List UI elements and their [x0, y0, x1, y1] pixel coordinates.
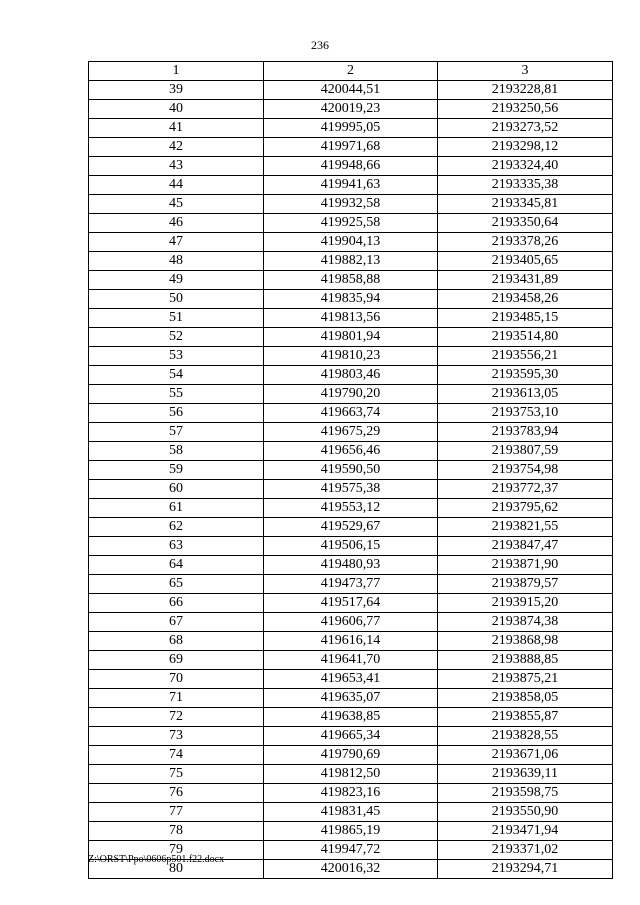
y-coordinate-cell: 2193874,38: [438, 613, 613, 632]
point-number-cell: 49: [89, 271, 264, 290]
point-number-cell: 47: [89, 233, 264, 252]
x-coordinate-cell: 419925,58: [264, 214, 438, 233]
x-coordinate-cell: 419810,23: [264, 347, 438, 366]
x-coordinate-cell: 420019,23: [264, 100, 438, 119]
x-coordinate-cell: 419831,45: [264, 803, 438, 822]
x-coordinate-cell: 419553,12: [264, 499, 438, 518]
y-coordinate-cell: 2193371,02: [438, 841, 613, 860]
x-coordinate-cell: 419675,29: [264, 423, 438, 442]
point-number-cell: 50: [89, 290, 264, 309]
y-coordinate-cell: 2193828,55: [438, 727, 613, 746]
point-number-cell: 76: [89, 784, 264, 803]
table-row: [89, 594, 613, 613]
y-coordinate-cell: 2193556,21: [438, 347, 613, 366]
x-coordinate-cell: 419858,88: [264, 271, 438, 290]
x-coordinate-cell: 419882,13: [264, 252, 438, 271]
point-number-cell: 57: [89, 423, 264, 442]
table-row: [89, 271, 613, 290]
point-number-cell: 66: [89, 594, 264, 613]
x-coordinate-cell: 419656,46: [264, 442, 438, 461]
table-row: [89, 328, 613, 347]
x-coordinate-cell: 419575,38: [264, 480, 438, 499]
x-coordinate-cell: 420016,32: [264, 860, 438, 879]
x-coordinate-cell: 419473,77: [264, 575, 438, 594]
table-row: [89, 784, 613, 803]
footer-file-path: Z:\ORST\Ppo\0606p501.f22.docx: [88, 854, 225, 865]
point-number-cell: 45: [89, 195, 264, 214]
point-number-cell: 77: [89, 803, 264, 822]
table-row: [89, 822, 613, 841]
x-coordinate-cell: 419529,67: [264, 518, 438, 537]
point-number-cell: 56: [89, 404, 264, 423]
x-coordinate-cell: 419813,56: [264, 309, 438, 328]
table-row: [89, 480, 613, 499]
y-coordinate-cell: 2193795,62: [438, 499, 613, 518]
x-coordinate-cell: 419641,70: [264, 651, 438, 670]
x-coordinate-cell: 419995,05: [264, 119, 438, 138]
y-coordinate-cell: 2193335,38: [438, 176, 613, 195]
table-row: [89, 347, 613, 366]
table-row: [89, 309, 613, 328]
y-coordinate-cell: 2193888,85: [438, 651, 613, 670]
y-coordinate-cell: 2193595,30: [438, 366, 613, 385]
x-coordinate-cell: 419653,41: [264, 670, 438, 689]
table-row: [89, 746, 613, 765]
x-coordinate-cell: 420044,51: [264, 81, 438, 100]
table-row: [89, 499, 613, 518]
table-row: [89, 442, 613, 461]
page-number: 236: [311, 38, 329, 52]
table-row: [89, 537, 613, 556]
table-row: [89, 138, 613, 157]
table-row: [89, 518, 613, 537]
y-coordinate-cell: 2193294,71: [438, 860, 613, 879]
x-coordinate-cell: 419904,13: [264, 233, 438, 252]
point-number-cell: 59: [89, 461, 264, 480]
x-coordinate-cell: 419663,74: [264, 404, 438, 423]
x-coordinate-cell: 419823,16: [264, 784, 438, 803]
point-number-cell: 72: [89, 708, 264, 727]
y-coordinate-cell: 2193783,94: [438, 423, 613, 442]
y-coordinate-cell: 2193598,75: [438, 784, 613, 803]
y-coordinate-cell: 2193847,47: [438, 537, 613, 556]
table-row: [89, 613, 613, 632]
point-number-cell: 68: [89, 632, 264, 651]
x-coordinate-cell: 419803,46: [264, 366, 438, 385]
y-coordinate-cell: 2193324,40: [438, 157, 613, 176]
y-coordinate-cell: 2193514,80: [438, 328, 613, 347]
point-number-cell: 61: [89, 499, 264, 518]
table-row: [89, 81, 613, 100]
y-coordinate-cell: 2193378,26: [438, 233, 613, 252]
point-number-cell: 80: [89, 860, 264, 879]
y-coordinate-cell: 2193350,64: [438, 214, 613, 233]
point-number-cell: 70: [89, 670, 264, 689]
table-row: [89, 119, 613, 138]
y-coordinate-cell: 2193875,21: [438, 670, 613, 689]
y-coordinate-cell: 2193772,37: [438, 480, 613, 499]
x-coordinate-cell: 419506,15: [264, 537, 438, 556]
table-row: [89, 727, 613, 746]
table-row: [89, 575, 613, 594]
y-coordinate-cell: 2193754,98: [438, 461, 613, 480]
point-number-cell: 39: [89, 81, 264, 100]
point-number-cell: 58: [89, 442, 264, 461]
point-number-cell: 54: [89, 366, 264, 385]
y-coordinate-cell: 2193431,89: [438, 271, 613, 290]
y-coordinate-cell: 2193250,56: [438, 100, 613, 119]
table-row: [89, 100, 613, 119]
point-number-cell: 46: [89, 214, 264, 233]
x-coordinate-cell: 419948,66: [264, 157, 438, 176]
point-number-cell: 64: [89, 556, 264, 575]
y-coordinate-cell: 2193855,87: [438, 708, 613, 727]
x-coordinate-cell: 419835,94: [264, 290, 438, 309]
x-coordinate-cell: 419971,68: [264, 138, 438, 157]
point-number-cell: 73: [89, 727, 264, 746]
point-number-cell: 65: [89, 575, 264, 594]
y-coordinate-cell: 2193639,11: [438, 765, 613, 784]
y-coordinate-cell: 2193228,81: [438, 81, 613, 100]
point-number-cell: 75: [89, 765, 264, 784]
point-number-cell: 55: [89, 385, 264, 404]
column-header-number: 1: [89, 62, 264, 81]
point-number-cell: 69: [89, 651, 264, 670]
x-coordinate-cell: 419635,07: [264, 689, 438, 708]
point-number-cell: 52: [89, 328, 264, 347]
y-coordinate-cell: 2193405,65: [438, 252, 613, 271]
point-number-cell: 44: [89, 176, 264, 195]
coordinates-table: [88, 61, 613, 879]
x-coordinate-cell: 419812,50: [264, 765, 438, 784]
x-coordinate-cell: 419665,34: [264, 727, 438, 746]
table-row: [89, 651, 613, 670]
point-number-cell: 71: [89, 689, 264, 708]
y-coordinate-cell: 2193345,81: [438, 195, 613, 214]
x-coordinate-cell: 419616,14: [264, 632, 438, 651]
y-coordinate-cell: 2193613,05: [438, 385, 613, 404]
x-coordinate-cell: 419932,58: [264, 195, 438, 214]
table-row: [89, 689, 613, 708]
y-coordinate-cell: 2193879,57: [438, 575, 613, 594]
y-coordinate-cell: 2193550,90: [438, 803, 613, 822]
y-coordinate-cell: 2193471,94: [438, 822, 613, 841]
point-number-cell: 40: [89, 100, 264, 119]
table-row: [89, 404, 613, 423]
table-row: [89, 765, 613, 784]
x-coordinate-cell: 419590,50: [264, 461, 438, 480]
table-row: [89, 233, 613, 252]
table-row: [89, 803, 613, 822]
table-row: [89, 632, 613, 651]
y-coordinate-cell: 2193868,98: [438, 632, 613, 651]
x-coordinate-cell: 419941,63: [264, 176, 438, 195]
y-coordinate-cell: 2193915,20: [438, 594, 613, 613]
table-row: [89, 366, 613, 385]
x-coordinate-cell: 419801,94: [264, 328, 438, 347]
table-header-row: [89, 62, 613, 81]
x-coordinate-cell: 419947,72: [264, 841, 438, 860]
point-number-cell: 43: [89, 157, 264, 176]
x-coordinate-cell: 419517,64: [264, 594, 438, 613]
point-number-cell: 60: [89, 480, 264, 499]
table-row: [89, 195, 613, 214]
table-row: [89, 176, 613, 195]
column-header-y: 3: [438, 62, 613, 81]
y-coordinate-cell: 2193485,15: [438, 309, 613, 328]
x-coordinate-cell: 419790,69: [264, 746, 438, 765]
x-coordinate-cell: 419606,77: [264, 613, 438, 632]
y-coordinate-cell: 2193458,26: [438, 290, 613, 309]
y-coordinate-cell: 2193753,10: [438, 404, 613, 423]
point-number-cell: 62: [89, 518, 264, 537]
y-coordinate-cell: 2193871,90: [438, 556, 613, 575]
point-number-cell: 53: [89, 347, 264, 366]
table-row: [89, 385, 613, 404]
point-number-cell: 48: [89, 252, 264, 271]
x-coordinate-cell: 419865,19: [264, 822, 438, 841]
y-coordinate-cell: 2193273,52: [438, 119, 613, 138]
coordinates-table-body: [89, 62, 613, 879]
table-row: [89, 556, 613, 575]
point-number-cell: 78: [89, 822, 264, 841]
x-coordinate-cell: 419638,85: [264, 708, 438, 727]
y-coordinate-cell: 2193671,06: [438, 746, 613, 765]
column-header-x: 2: [264, 62, 438, 81]
point-number-cell: 51: [89, 309, 264, 328]
point-number-cell: 67: [89, 613, 264, 632]
table-row: [89, 252, 613, 271]
point-number-cell: 63: [89, 537, 264, 556]
table-row: [89, 708, 613, 727]
y-coordinate-cell: 2193807,59: [438, 442, 613, 461]
y-coordinate-cell: 2193858,05: [438, 689, 613, 708]
x-coordinate-cell: 419480,93: [264, 556, 438, 575]
x-coordinate-cell: 419790,20: [264, 385, 438, 404]
point-number-cell: 79: [89, 841, 264, 860]
point-number-cell: 74: [89, 746, 264, 765]
table-row: [89, 290, 613, 309]
point-number-cell: 42: [89, 138, 264, 157]
point-number-cell: 41: [89, 119, 264, 138]
table-row: [89, 670, 613, 689]
table-row: [89, 423, 613, 442]
table-row: [89, 461, 613, 480]
table-row: [89, 214, 613, 233]
y-coordinate-cell: 2193298,12: [438, 138, 613, 157]
y-coordinate-cell: 2193821,55: [438, 518, 613, 537]
table-row: [89, 157, 613, 176]
